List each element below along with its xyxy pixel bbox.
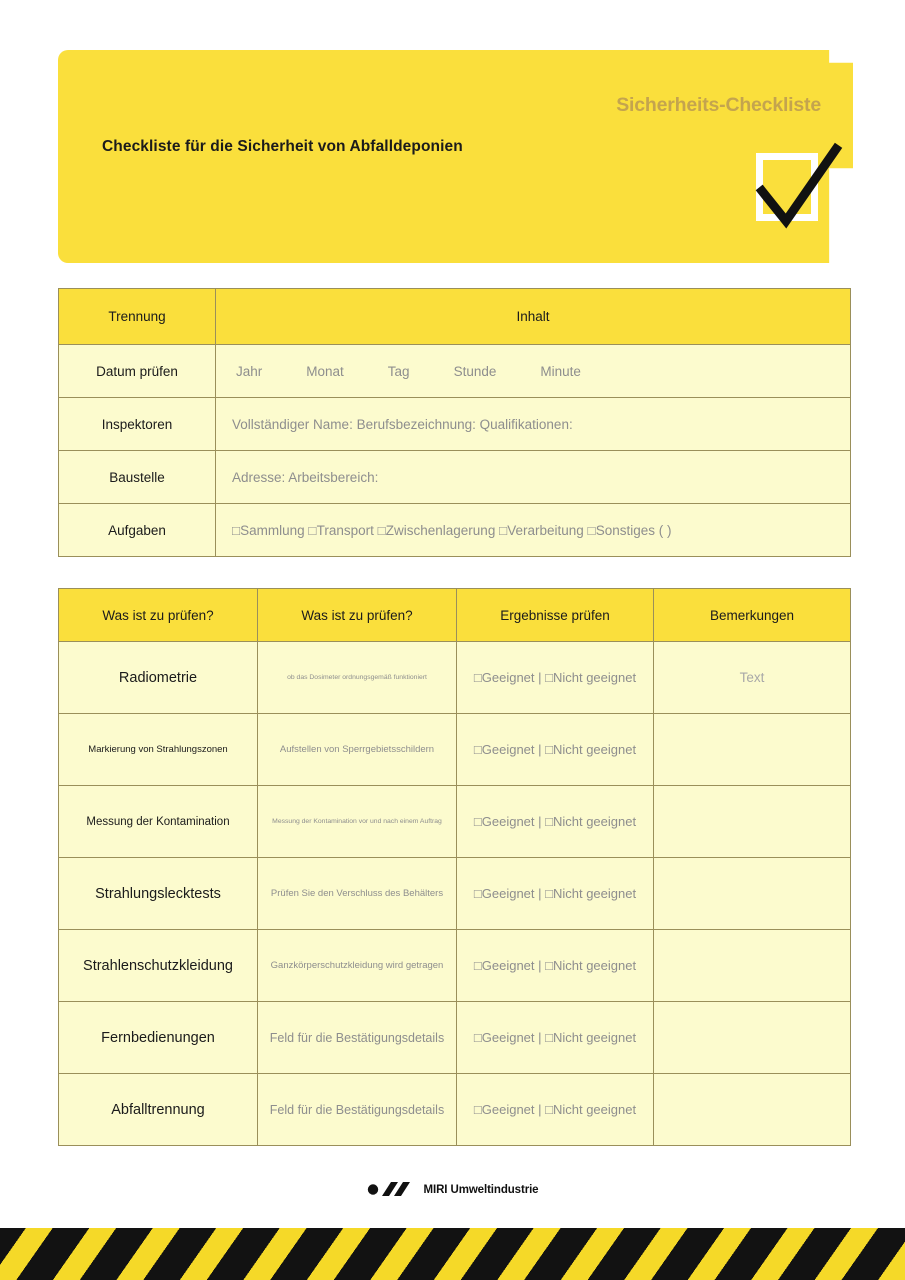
aufgaben-checkbox-line[interactable]: □Sammlung □Transport □Zwischenlagerung □Verarbeitung □Sonstiges ( ) bbox=[232, 522, 672, 538]
info-header-col1: Trennung bbox=[59, 289, 216, 345]
info-value-baustelle[interactable]: Adresse: Arbeitsbereich: bbox=[216, 451, 851, 504]
table-row bbox=[59, 504, 851, 557]
checklist-remark[interactable]: Text bbox=[654, 642, 851, 714]
table-row-header bbox=[59, 289, 851, 345]
checklist-result[interactable]: □Geeignet | □Nicht geeignet bbox=[457, 930, 654, 1002]
checklist-description: Messung der Kontamination vor und nach einem Auftrag bbox=[258, 786, 457, 858]
checklist-description: Feld für die Bestätigungsdetails bbox=[258, 1074, 457, 1146]
info-label-baustelle: Baustelle bbox=[59, 451, 216, 504]
checklist-item: Messung der Kontamination bbox=[59, 786, 258, 858]
checklist-item: Abfalltrennung bbox=[59, 1074, 258, 1146]
table-row bbox=[59, 714, 851, 786]
checklist-table bbox=[58, 588, 851, 1146]
date-part-jahr: Jahr bbox=[236, 363, 263, 379]
checklist-result[interactable]: □Geeignet | □Nicht geeignet bbox=[457, 858, 654, 930]
checklist-header-item: Was ist zu prüfen? bbox=[59, 589, 258, 642]
date-part-tag: Tag bbox=[387, 363, 410, 379]
checklist-remark[interactable] bbox=[654, 1002, 851, 1074]
date-part-monat: Monat bbox=[306, 363, 344, 379]
checklist-item: Markierung von Strahlungszonen bbox=[59, 714, 258, 786]
info-value-aufgaben[interactable] bbox=[216, 504, 851, 557]
table-row bbox=[59, 345, 851, 398]
checklist-result[interactable]: □Geeignet | □Nicht geeignet bbox=[457, 714, 654, 786]
brand-name: MIRI Umweltindustrie bbox=[423, 1183, 539, 1196]
table-row bbox=[59, 451, 851, 504]
checklist-header-description: Was ist zu prüfen? bbox=[258, 589, 457, 642]
table-row bbox=[59, 930, 851, 1002]
table-row-header bbox=[59, 589, 851, 642]
checklist-remark[interactable] bbox=[654, 858, 851, 930]
checklist-remark[interactable] bbox=[654, 1074, 851, 1146]
checklist-item: Fernbedienungen bbox=[59, 1002, 258, 1074]
checklist-remark[interactable] bbox=[654, 930, 851, 1002]
hazard-stripe-footer bbox=[0, 1228, 905, 1280]
checklist-item: Radiometrie bbox=[59, 642, 258, 714]
table-row bbox=[59, 786, 851, 858]
info-value-datum[interactable] bbox=[216, 345, 851, 398]
checklist-description: Ganzkörperschutzkleidung wird getragen bbox=[258, 930, 457, 1002]
checklist-header-result: Ergebnisse prüfen bbox=[457, 589, 654, 642]
checklist-result[interactable]: □Geeignet | □Nicht geeignet bbox=[457, 1074, 654, 1146]
table-row bbox=[59, 1074, 851, 1146]
checklist-description: Prüfen Sie den Verschluss des Behälters bbox=[258, 858, 457, 930]
miri-logo-icon bbox=[367, 1180, 415, 1199]
table-row bbox=[59, 398, 851, 451]
checklist-item: Strahlungslecktests bbox=[59, 858, 258, 930]
checklist-item: Strahlenschutzkleidung bbox=[59, 930, 258, 1002]
checklist-header-remarks: Bemerkungen bbox=[654, 589, 851, 642]
table-row bbox=[59, 1002, 851, 1074]
info-label-inspektoren: Inspektoren bbox=[59, 398, 216, 451]
info-label-aufgaben: Aufgaben bbox=[59, 504, 216, 557]
footer-branding bbox=[0, 1180, 905, 1199]
checklist-result[interactable]: □Geeignet | □Nicht geeignet bbox=[457, 786, 654, 858]
checklist-description: Aufstellen von Sperrgebietsschildern bbox=[258, 714, 457, 786]
info-value-inspektoren[interactable]: Vollständiger Name: Berufsbezeichnung: Qualifikationen: bbox=[216, 398, 851, 451]
page-title: Checkliste für die Sicherheit von Abfalldeponien bbox=[102, 138, 463, 155]
table-row bbox=[59, 642, 851, 714]
header-banner bbox=[58, 50, 853, 263]
header-kicker: Sicherheits-Checkliste bbox=[616, 94, 821, 116]
checkmark-icon bbox=[756, 153, 828, 231]
checklist-remark[interactable] bbox=[654, 714, 851, 786]
table-row bbox=[59, 858, 851, 930]
date-part-minute: Minute bbox=[540, 363, 581, 379]
date-part-stunde: Stunde bbox=[453, 363, 497, 379]
header-banner-shape bbox=[58, 50, 853, 263]
info-header-col2: Inhalt bbox=[216, 289, 851, 345]
checklist-result[interactable]: □Geeignet | □Nicht geeignet bbox=[457, 1002, 654, 1074]
checklist-description: ob das Dosimeter ordnungsgemäß funktioniert bbox=[258, 642, 457, 714]
checklist-description: Feld für die Bestätigungsdetails bbox=[258, 1002, 457, 1074]
checklist-remark[interactable] bbox=[654, 786, 851, 858]
checklist-result[interactable]: □Geeignet | □Nicht geeignet bbox=[457, 642, 654, 714]
info-table bbox=[58, 288, 851, 557]
info-label-datum: Datum prüfen bbox=[59, 345, 216, 398]
